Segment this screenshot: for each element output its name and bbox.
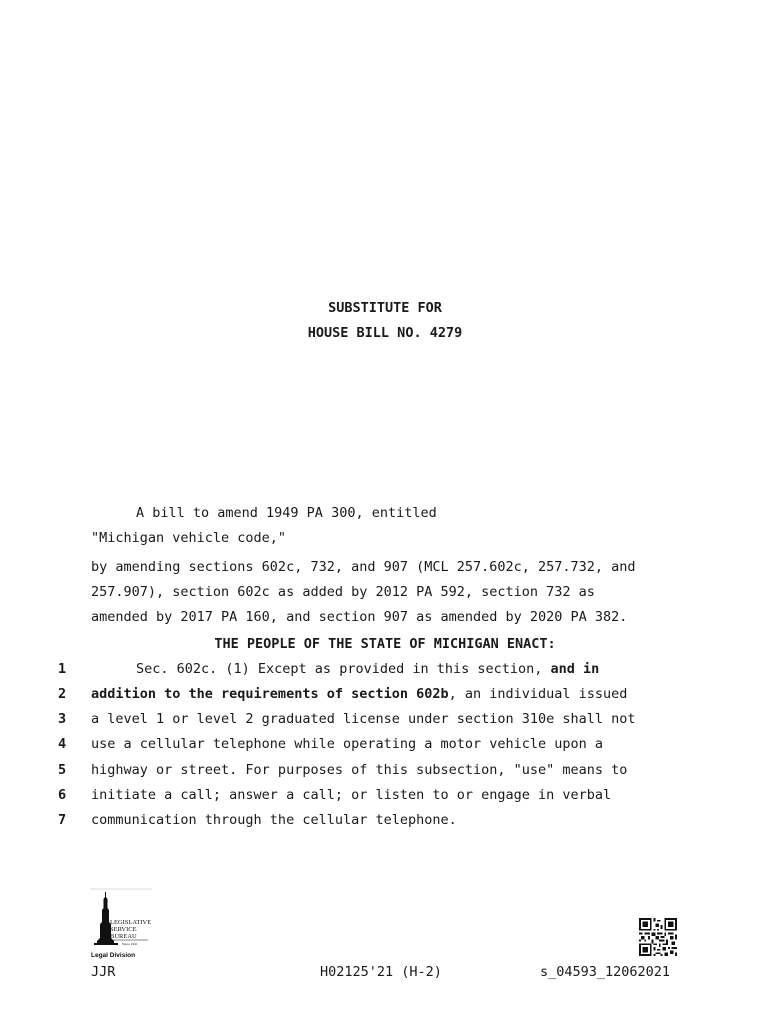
logo-text-legislative: LEGISLATIVE bbox=[110, 919, 152, 926]
legislative-service-bureau-logo bbox=[88, 888, 154, 960]
body-text: highway or street. For purposes of this subsection, "use" means to bbox=[91, 762, 628, 778]
line-number: 3 bbox=[58, 711, 67, 727]
qr-code-icon bbox=[639, 918, 677, 956]
line-number: 6 bbox=[58, 787, 67, 803]
body-text-inserted: and in bbox=[550, 661, 600, 677]
intro-line-4: 257.907), section 602c as added by 2012 PA 592, section 732 as bbox=[91, 584, 595, 600]
body-text: communication through the cellular telephone. bbox=[91, 812, 457, 828]
enacting-clause: THE PEOPLE OF THE STATE OF MICHIGAN ENACT: bbox=[214, 636, 556, 652]
body-text-plain: , an individual issued bbox=[448, 686, 628, 702]
footer-draft-code: H02125'21 (H-2) bbox=[320, 964, 442, 980]
body-text: use a cellular telephone while operating a motor vehicle upon a bbox=[91, 736, 604, 752]
logo-text-since: Since 1941 bbox=[122, 942, 138, 946]
body-text-plain: Sec. 602c. (1) Except as provided in this section, bbox=[136, 661, 551, 677]
line-number: 1 bbox=[58, 661, 67, 677]
intro-line-3: by amending sections 602c, 732, and 907 (MCL 257.602c, 257.732, and bbox=[91, 559, 636, 575]
line-number: 5 bbox=[58, 762, 67, 778]
logo-text-division: Legal Division bbox=[91, 952, 136, 959]
body-text: a level 1 or level 2 graduated license under section 310e shall not bbox=[91, 711, 636, 727]
line-number: 7 bbox=[58, 812, 67, 828]
bill-title-number: HOUSE BILL NO. 4279 bbox=[307, 325, 463, 341]
intro-line-1: A bill to amend 1949 PA 300, entitled bbox=[136, 505, 437, 521]
intro-line-2: "Michigan vehicle code," bbox=[91, 530, 287, 546]
footer-file-id: s_04593_12062021 bbox=[540, 964, 671, 980]
line-number: 4 bbox=[58, 736, 67, 752]
logo-text-service: SERVICE bbox=[110, 926, 137, 933]
line-number: 2 bbox=[58, 686, 67, 702]
body-text bbox=[91, 682, 627, 707]
footer-initials: JJR bbox=[91, 964, 116, 980]
intro-line-5: amended by 2017 PA 160, and section 907 as amended by 2020 PA 382. bbox=[91, 609, 628, 625]
body-text: initiate a call; answer a call; or listen to or engage in verbal bbox=[91, 787, 612, 803]
body-text-inserted: addition to the requirements of section 602b bbox=[91, 686, 449, 702]
logo-text-bureau: BUREAU bbox=[110, 933, 137, 940]
body-text bbox=[136, 657, 599, 682]
bill-title-substitute: SUBSTITUTE FOR bbox=[328, 300, 442, 316]
